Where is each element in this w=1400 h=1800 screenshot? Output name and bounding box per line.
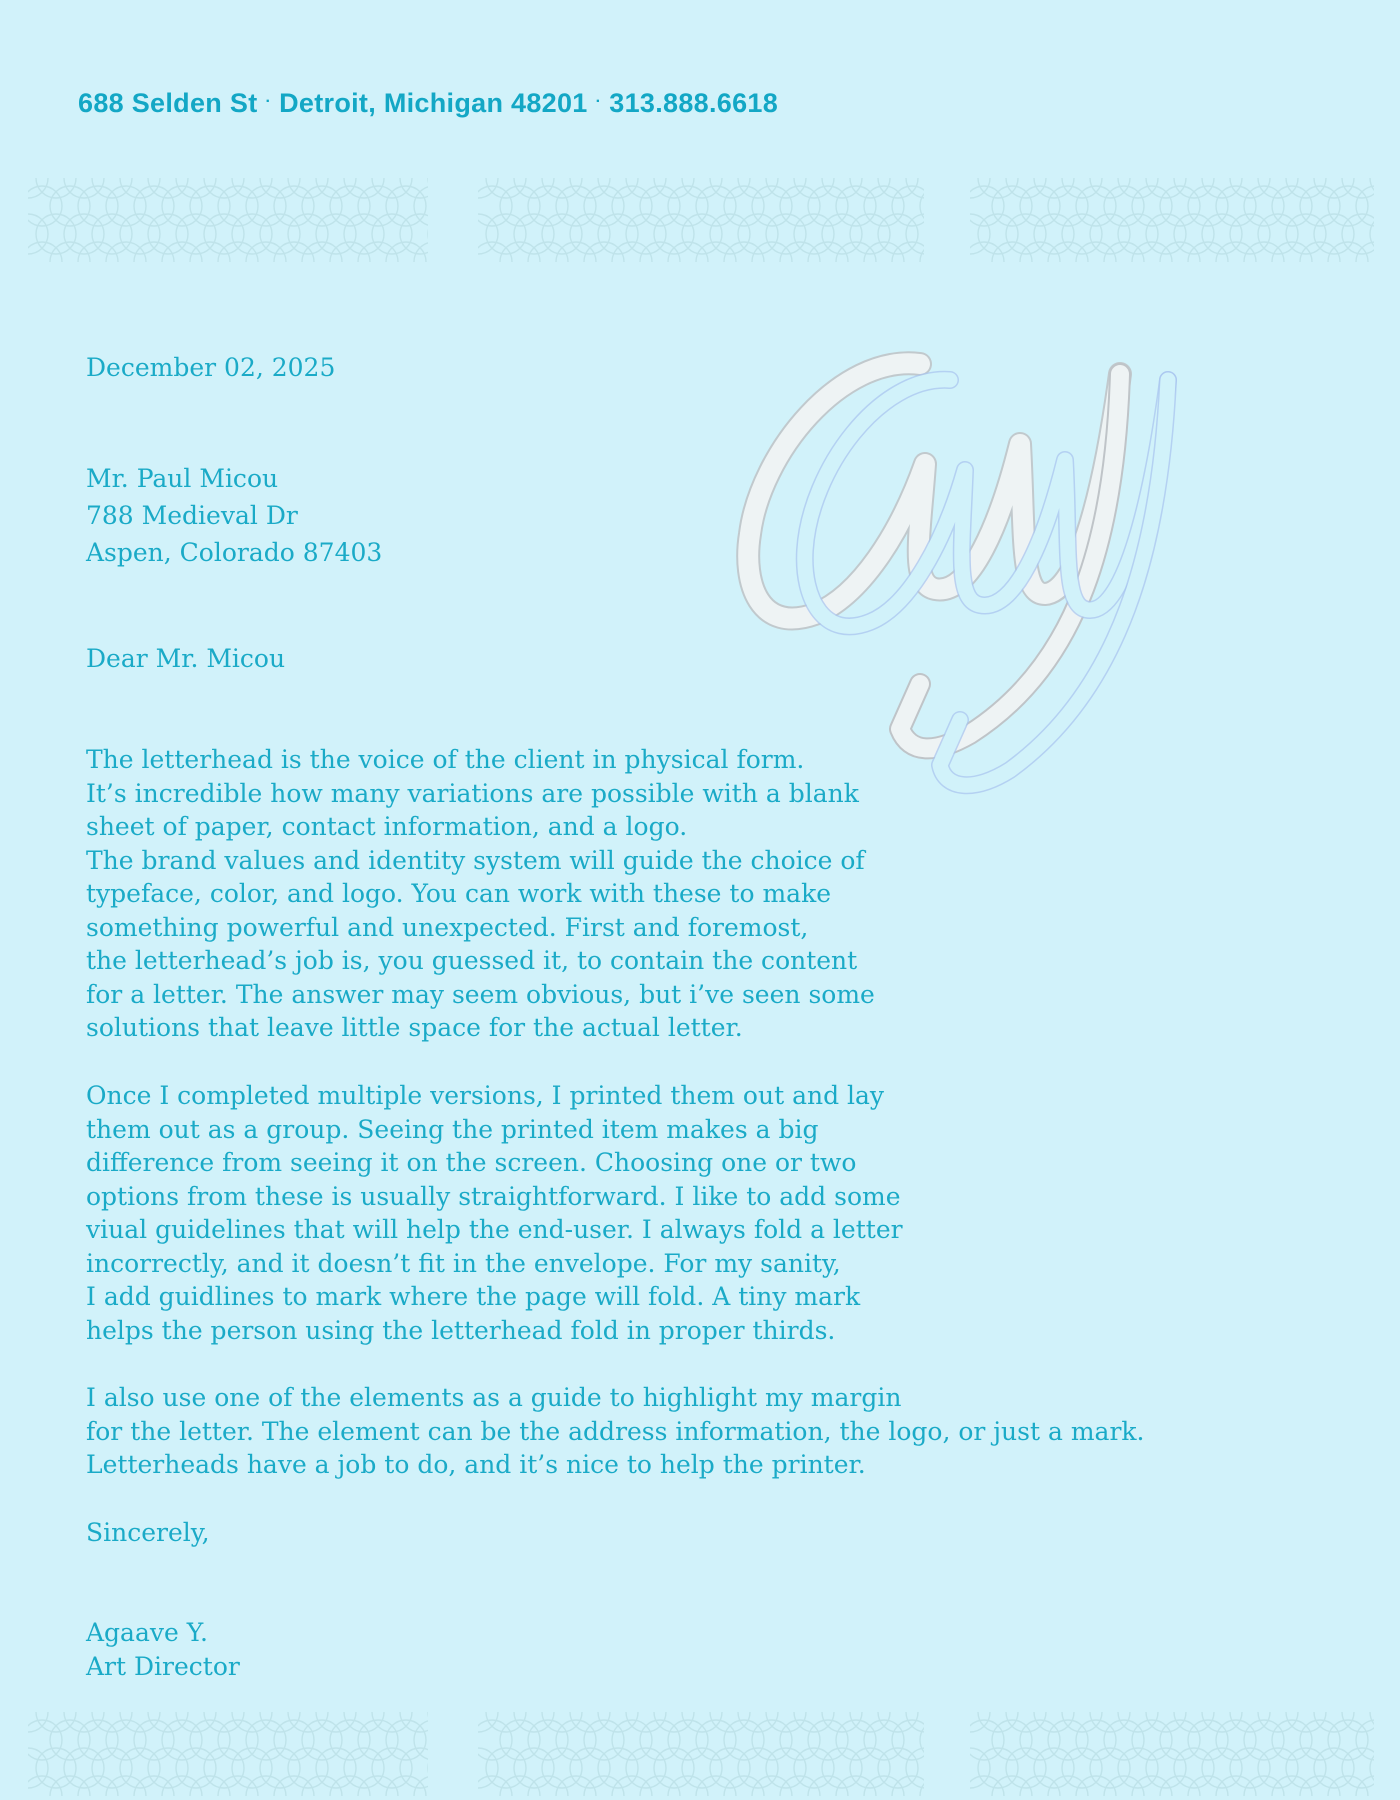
pattern-circle [134, 1776, 174, 1796]
pattern-circle [1300, 1776, 1340, 1796]
pattern-circle [486, 178, 526, 198]
pattern-circle [668, 1776, 708, 1796]
pattern-circle [1048, 242, 1088, 262]
pattern-circle [1118, 1712, 1158, 1732]
pattern-circle [978, 178, 1018, 198]
pattern-circle [1160, 1776, 1200, 1796]
pattern-circle [794, 178, 834, 198]
pattern-band-bottom-center [478, 1712, 924, 1796]
pattern-circle [28, 214, 48, 254]
pattern-circle [780, 1776, 820, 1796]
pattern-circle [1314, 1712, 1354, 1732]
pattern-circle [1006, 178, 1046, 198]
paragraph-line: helps the person using the letterhead fold in proper thirds. [86, 1315, 836, 1345]
pattern-circle [738, 1712, 778, 1732]
salutation-text: Dear Mr. Micou [86, 644, 286, 673]
pattern-circle [106, 242, 146, 262]
pattern-circle [162, 1776, 202, 1796]
pattern-graphic [28, 1712, 428, 1796]
pattern-circle [724, 242, 764, 262]
pattern-circle [50, 1776, 90, 1796]
pattern-circle [1104, 1776, 1144, 1796]
pattern-circle [878, 1712, 918, 1732]
pattern-circle [612, 1776, 652, 1796]
pattern-circle [528, 1776, 568, 1796]
separator-dot: · [265, 93, 272, 110]
pattern-circle [92, 1712, 132, 1732]
pattern-circle [50, 242, 90, 262]
pattern-graphic [970, 1712, 1374, 1796]
pattern-circle [696, 1776, 736, 1796]
paragraph-line: difference from seeing it on the screen. Choosing one or two [86, 1148, 857, 1177]
pattern-circle [260, 1712, 300, 1732]
pattern-circle [358, 242, 398, 262]
pattern-circle [1286, 1712, 1326, 1732]
pattern-circle [822, 1712, 862, 1732]
pattern-band-top-center [478, 178, 924, 262]
pattern-circle [906, 1748, 924, 1788]
pattern-circle [1356, 186, 1374, 226]
pattern-circle [836, 1776, 876, 1796]
pattern-band-top-left [28, 178, 428, 262]
paragraph-line: for the letter. The element can be the address information, the logo, or just a mark. [86, 1416, 1145, 1446]
pattern-circle [478, 186, 512, 226]
pattern-circle [1286, 178, 1326, 198]
pattern-circle [682, 1712, 722, 1732]
pattern-circle [556, 242, 596, 262]
pattern-circle [1202, 178, 1242, 198]
pattern-circle [978, 1712, 1018, 1732]
body-paragraph-2 [86, 1079, 903, 1347]
pattern-circle [288, 178, 328, 198]
pattern-circle [134, 242, 174, 262]
pattern-circle [570, 178, 610, 198]
pattern-circle [344, 1712, 384, 1732]
pattern-circle [1314, 178, 1354, 198]
pattern-graphic [970, 178, 1374, 262]
paragraph-line: I also use one of the elements as a guide to highlight my margin [86, 1383, 902, 1412]
pattern-circle [528, 242, 568, 262]
pattern-circle [190, 1776, 230, 1796]
pattern-circle [598, 1712, 638, 1732]
pattern-band-bottom-right [970, 1712, 1374, 1796]
pattern-circle [970, 1720, 1004, 1760]
pattern-circle [766, 178, 806, 198]
pattern-circle [640, 242, 680, 262]
pattern-circle [1356, 1720, 1374, 1760]
pattern-circle [654, 178, 694, 198]
pattern-circle [162, 242, 202, 262]
pattern-circle [920, 186, 924, 226]
pattern-circle [1090, 178, 1130, 198]
pattern-circle [330, 242, 370, 262]
pattern-circle [570, 1712, 610, 1732]
pattern-circle [1370, 214, 1374, 254]
pattern-circle [514, 1712, 554, 1732]
pattern-circle [970, 186, 1004, 226]
pattern-circle [316, 178, 356, 198]
pattern-circle [626, 178, 666, 198]
pattern-circle [358, 1776, 398, 1796]
pattern-circle [36, 1712, 76, 1732]
body-paragraph-3 [86, 1381, 1144, 1482]
pattern-circle [478, 1748, 498, 1788]
pattern-circle [246, 242, 286, 262]
pattern-circle [584, 1776, 624, 1796]
separator-dot: · [595, 93, 602, 110]
pattern-circle [682, 178, 722, 198]
pattern-circle [1230, 178, 1270, 198]
pattern-circle [400, 1748, 428, 1788]
pattern-circle [288, 1712, 328, 1732]
pattern-circle [1272, 1776, 1312, 1796]
pattern-circle [1188, 242, 1228, 262]
paragraph-line: sheet of paper, contact information, and a logo. [86, 812, 688, 841]
pattern-circle [78, 1776, 118, 1796]
pattern-circle [808, 1776, 848, 1796]
signature-name: Agaave Y. [86, 1618, 208, 1647]
pattern-circle [514, 178, 554, 198]
paragraph-line: typeface, color, and logo. You can work with these to make [86, 879, 832, 908]
pattern-circle [1328, 242, 1368, 262]
pattern-circle [970, 1748, 990, 1788]
pattern-circle [892, 1720, 924, 1760]
recipient-block [86, 460, 382, 571]
paragraph-line: solutions that leave little space for the actual letter. [86, 1013, 743, 1042]
pattern-circle [344, 178, 384, 198]
pattern-circle [850, 178, 890, 198]
paragraph-line: Letterheads have a job to do, and it’s nice to help the printer. [86, 1450, 866, 1479]
pattern-circle [386, 242, 426, 262]
pattern-circle [1146, 178, 1186, 198]
pattern-circle [28, 1748, 48, 1788]
recipient-city: Aspen, Colorado 87403 [86, 538, 383, 567]
pattern-circle [1244, 1776, 1284, 1796]
pattern-circle [752, 1776, 792, 1796]
pattern-circle [316, 1712, 356, 1732]
pattern-circle [106, 1776, 146, 1796]
pattern-circle [1216, 1776, 1256, 1796]
pattern-circle [850, 1712, 890, 1732]
pattern-circle [1258, 178, 1298, 198]
pattern-circle [204, 1712, 244, 1732]
pattern-circle [584, 242, 624, 262]
paragraph-line: something powerful and unexpected. First and foremost, [86, 912, 809, 942]
pattern-circle [1342, 1748, 1374, 1788]
pattern-circle [1258, 1712, 1298, 1732]
pattern-circle [92, 178, 132, 198]
pattern-circle [654, 1712, 694, 1732]
body-paragraph-1 [86, 743, 875, 1045]
pattern-circle [808, 242, 848, 262]
pattern-circle [64, 1712, 104, 1732]
pattern-circle [176, 178, 216, 198]
pattern-circle [1146, 1712, 1186, 1732]
pattern-circle [1272, 242, 1312, 262]
pattern-circle [1118, 178, 1158, 198]
pattern-circle [668, 242, 708, 262]
pattern-circle [794, 1712, 834, 1732]
pattern-circle [478, 1720, 512, 1760]
pattern-circle [500, 242, 540, 262]
recipient-street: 788 Medieval Dr [86, 501, 298, 530]
pattern-circle [1160, 242, 1200, 262]
pattern-circle [920, 1720, 924, 1760]
paragraph-line: them out as a group. Seeing the printed item makes a big [86, 1114, 819, 1144]
paragraph-line: It’s incredible how many variations are possible with a blank [86, 778, 859, 808]
pattern-circle [1020, 1776, 1060, 1796]
pattern-circle [626, 1712, 666, 1732]
pattern-circle [556, 1776, 596, 1796]
pattern-circle [1076, 242, 1116, 262]
pattern-circle [500, 1776, 540, 1796]
paragraph-line: the letterhead’s job is, you guessed it, to contain the content [86, 946, 858, 975]
pattern-circle [542, 178, 582, 198]
pattern-circle [696, 242, 736, 262]
pattern-circle [822, 178, 862, 198]
pattern-circle [1244, 242, 1284, 262]
pattern-circle [864, 242, 904, 262]
paragraph-line: incorrectly, and it doesn’t fit in the envelope. For my sanity, [86, 1248, 841, 1278]
pattern-graphic [478, 178, 924, 262]
pattern-circle [372, 178, 412, 198]
pattern-circle [486, 1712, 526, 1732]
pattern-circle [752, 242, 792, 262]
pattern-circle [640, 1776, 680, 1796]
pattern-circle [246, 1776, 286, 1796]
pattern-circle [478, 214, 498, 254]
pattern-circle [386, 1776, 426, 1796]
contact-header [78, 88, 778, 119]
paragraph-line: for a letter. The answer may seem obvious, but i’ve seen some [86, 979, 875, 1009]
paragraph-line: options from these is usually straightforward. I like to add some [86, 1181, 901, 1211]
pattern-circle [878, 178, 918, 198]
pattern-circle [864, 1776, 904, 1796]
date-text: December 02, 2025 [86, 353, 336, 382]
pattern-circle [780, 242, 820, 262]
paragraph-line: Once I completed multiple versions, I printed them out and lay [86, 1081, 885, 1110]
pattern-circle [1062, 178, 1102, 198]
pattern-circle [232, 178, 272, 198]
pattern-circle [204, 178, 244, 198]
pattern-circle [274, 1776, 314, 1796]
street-address: 688 Selden St [78, 88, 258, 118]
pattern-circle [710, 178, 750, 198]
pattern-band-bottom-left [28, 1712, 428, 1796]
pattern-circle [1174, 178, 1214, 198]
pattern-circle [78, 242, 118, 262]
salutation [86, 642, 285, 676]
pattern-circle [992, 242, 1032, 262]
pattern-circle [1132, 242, 1172, 262]
pattern-circle [176, 1712, 216, 1732]
pattern-circle [120, 178, 160, 198]
pattern-circle [1370, 1748, 1374, 1788]
city-address: Detroit, Michigan 48201 [279, 88, 588, 118]
pattern-circle [1174, 1712, 1214, 1732]
pattern-circle [1230, 1712, 1270, 1732]
pattern-circle [542, 1712, 582, 1732]
pattern-circle [330, 1776, 370, 1796]
pattern-circle [724, 1776, 764, 1796]
pattern-circle [970, 214, 990, 254]
signature-title: Art Director [86, 1651, 240, 1681]
pattern-circle [1048, 1776, 1088, 1796]
pattern-circle [302, 1776, 342, 1796]
pattern-circle [1328, 1776, 1368, 1796]
pattern-circle [906, 214, 924, 254]
pattern-circle [1020, 242, 1060, 262]
pattern-circle [1034, 1712, 1074, 1732]
letter-date [86, 351, 335, 385]
pattern-circle [766, 1712, 806, 1732]
pattern-circle [992, 1776, 1032, 1796]
pattern-circle [148, 1712, 188, 1732]
pattern-circle [836, 242, 876, 262]
pattern-circle [738, 178, 778, 198]
pattern-circle [1216, 242, 1256, 262]
pattern-circle [1090, 1712, 1130, 1732]
pattern-circle [1202, 1712, 1242, 1732]
recipient-name: Mr. Paul Micou [86, 464, 279, 493]
paragraph-line: The brand values and identity system will guide the choice of [86, 845, 865, 875]
paragraph-line: I add guidlines to mark where the page will fold. A tiny mark [86, 1282, 861, 1311]
pattern-circle [28, 186, 62, 226]
pattern-circle [190, 242, 230, 262]
pattern-circle [1104, 242, 1144, 262]
pattern-band-top-right [970, 178, 1374, 262]
pattern-circle [1034, 178, 1074, 198]
pattern-circle [1300, 242, 1340, 262]
pattern-circle [372, 1712, 412, 1732]
pattern-circle [400, 214, 428, 254]
pattern-circle [148, 178, 188, 198]
pattern-circle [232, 1712, 272, 1732]
phone-number: 313.888.6618 [609, 88, 779, 118]
signature-block [86, 1616, 240, 1683]
pattern-circle [1132, 1776, 1172, 1796]
pattern-graphic [478, 1712, 924, 1796]
pattern-circle [302, 242, 342, 262]
pattern-circle [274, 242, 314, 262]
pattern-circle [710, 1712, 750, 1732]
closing-text: Sincerely, [86, 1518, 210, 1547]
pattern-circle [218, 242, 258, 262]
pattern-circle [1188, 1776, 1228, 1796]
closing [86, 1516, 210, 1550]
pattern-circle [1006, 1712, 1046, 1732]
pattern-circle [892, 186, 924, 226]
pattern-circle [260, 178, 300, 198]
pattern-circle [64, 178, 104, 198]
pattern-circle [28, 1720, 62, 1760]
pattern-circle [218, 1776, 258, 1796]
paragraph-line: viual guidelines that will help the end-user. I always fold a letter [86, 1215, 903, 1244]
pattern-circle [36, 178, 76, 198]
pattern-graphic [28, 178, 428, 262]
pattern-circle [598, 178, 638, 198]
pattern-circle [1062, 1712, 1102, 1732]
paragraph-line: The letterhead is the voice of the client in physical form. [86, 745, 805, 774]
pattern-circle [1342, 214, 1374, 254]
pattern-circle [1076, 1776, 1116, 1796]
pattern-circle [120, 1712, 160, 1732]
pattern-circle [612, 242, 652, 262]
